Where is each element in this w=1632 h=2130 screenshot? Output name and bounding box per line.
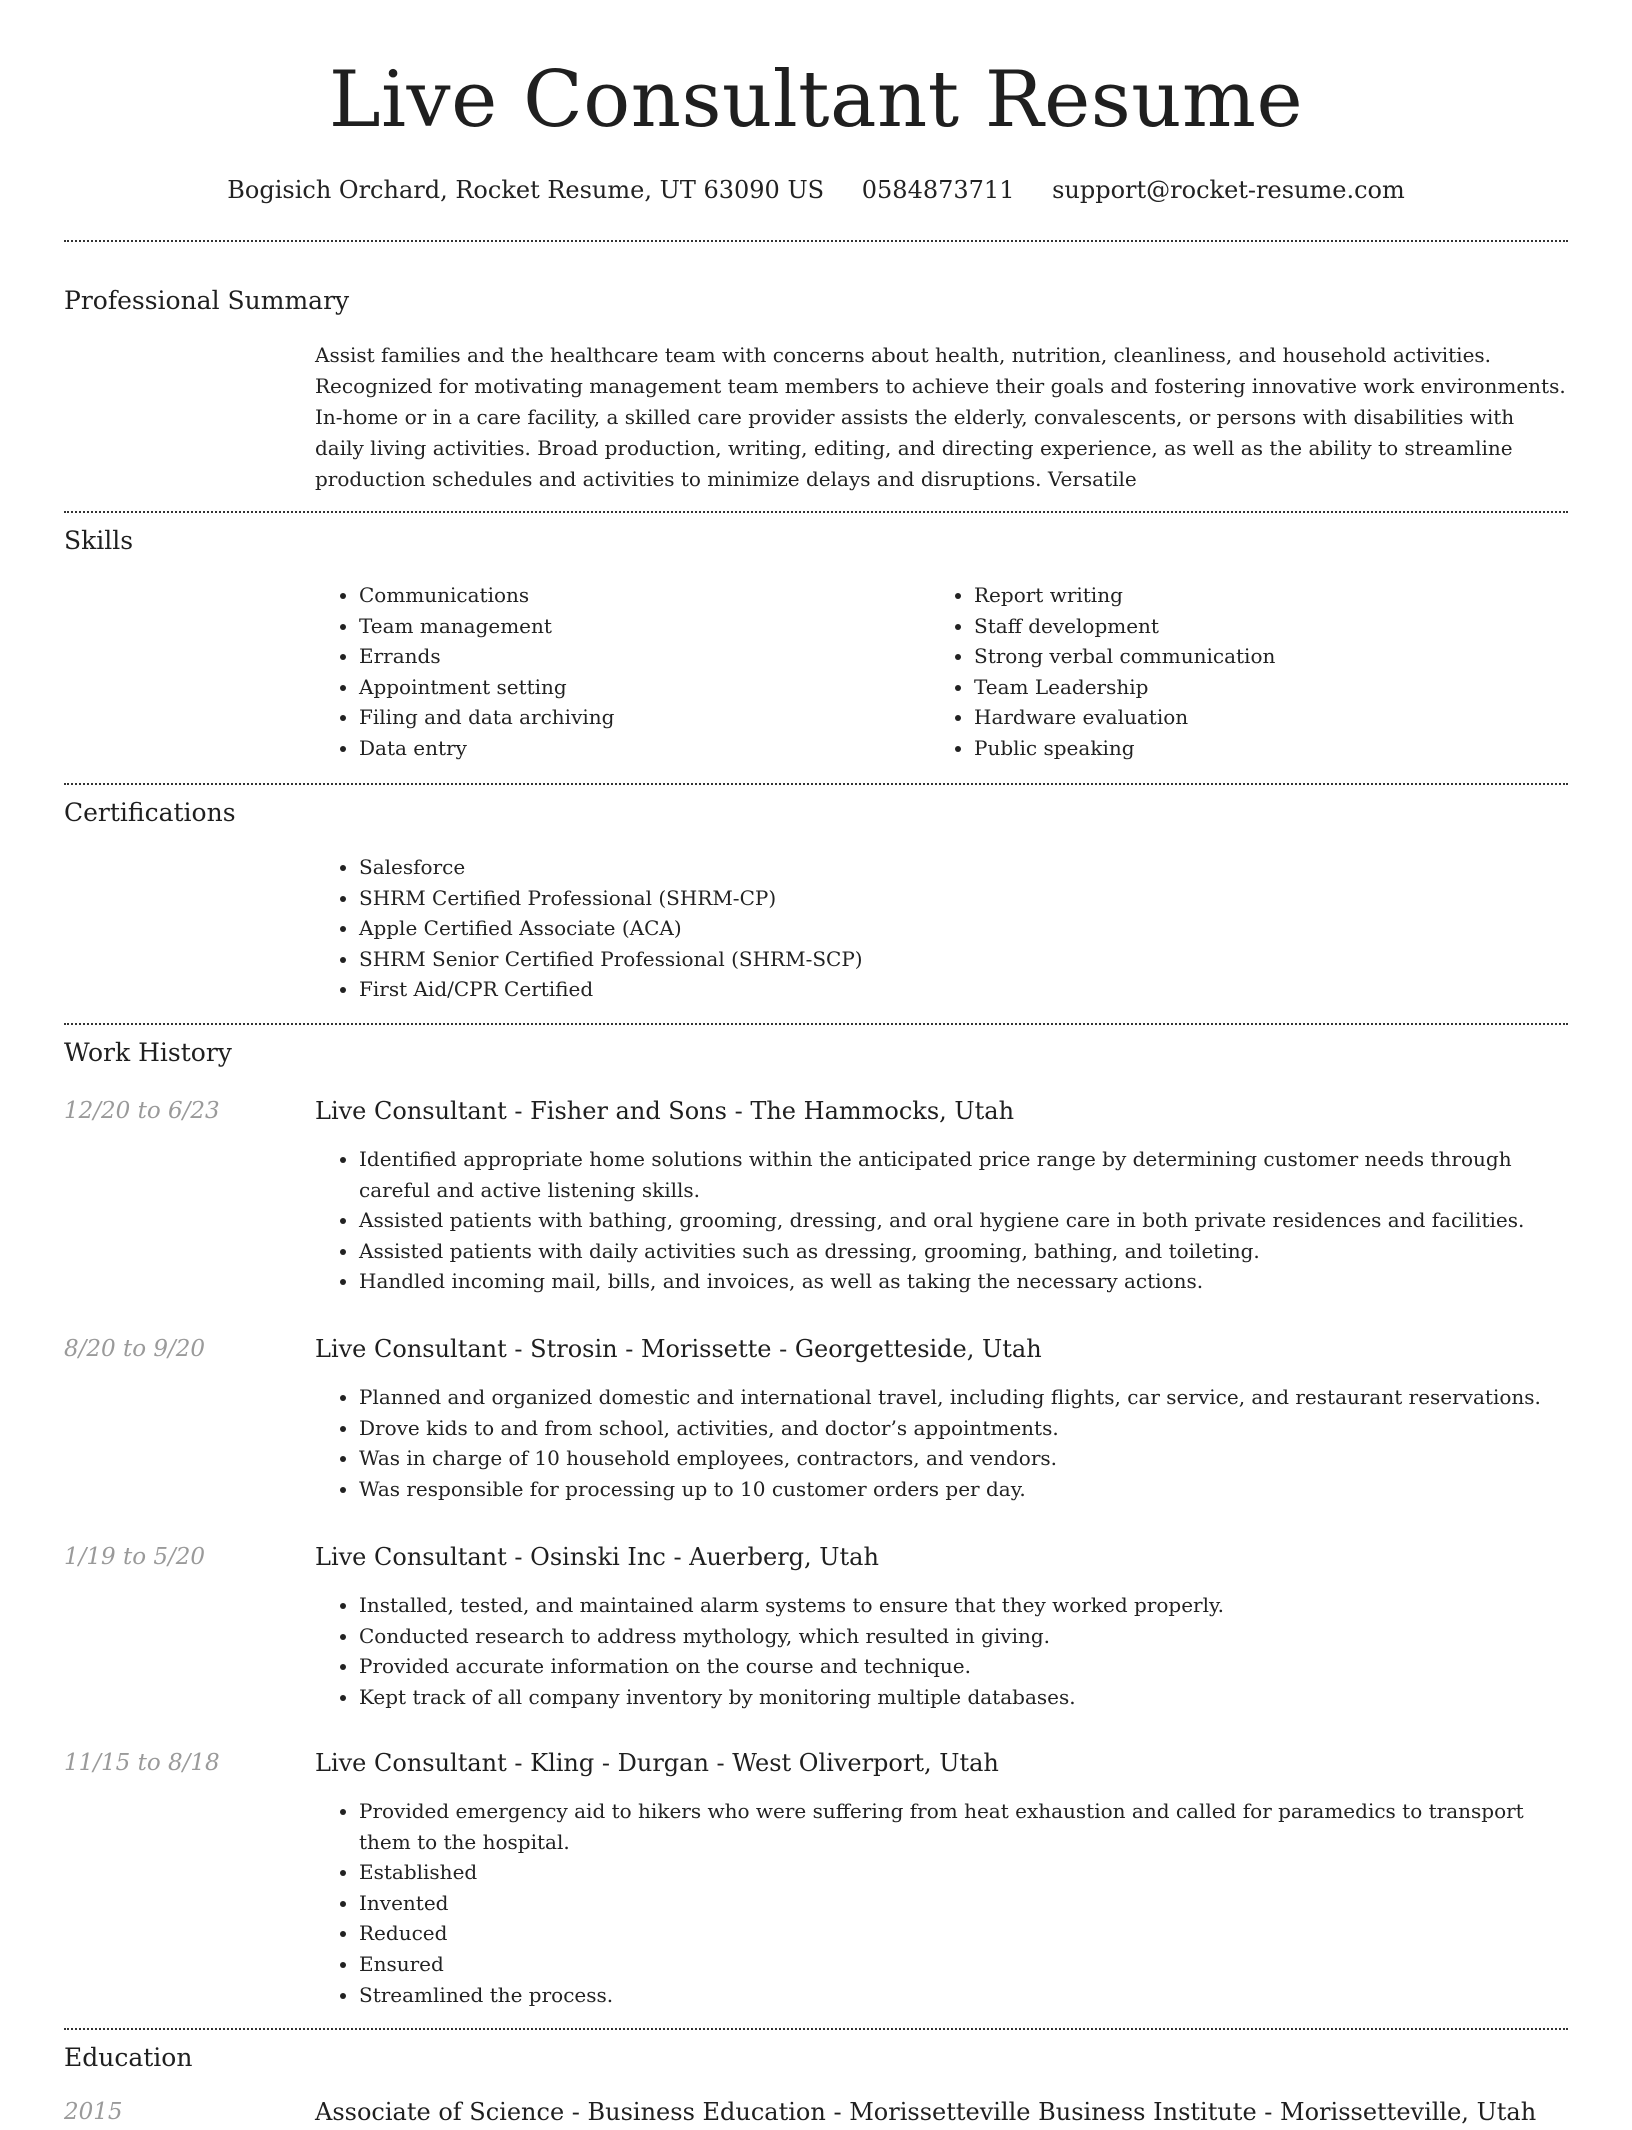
contact-address: Bogisich Orchard, Rocket Resume, UT 63090 US — [227, 176, 825, 204]
job-bullet: • Conducted research to address mythology, which resulted in giving. — [359, 1621, 1568, 1652]
section-divider — [64, 783, 1568, 785]
job-title: Live Consultant - Strosin - Morissette - Georgetteside, Utah — [315, 1335, 1042, 1363]
job-bullet: • Assisted patients with daily activities such as dressing, grooming, bathing, and toileting. — [359, 1236, 1568, 1267]
summary-section — [315, 340, 1568, 495]
skills-right-column — [930, 580, 1530, 764]
education-dates: 2015 — [64, 2099, 123, 2125]
job-bullet: • Was responsible for processing up to 10 customer orders per day. — [359, 1474, 1568, 1505]
resume-title: Live Consultant Resume — [328, 55, 1304, 145]
job-bullet: • Ensured — [359, 1949, 1568, 1980]
job-bullet: • Assisted patients with bathing, grooming, dressing, and oral hygiene care in both private residences and facilities. — [359, 1205, 1568, 1236]
skill-item: • Errands — [359, 641, 915, 672]
skill-item: • Communications — [359, 580, 915, 611]
section-divider — [64, 2028, 1568, 2030]
skill-item: • Public speaking — [974, 733, 1530, 764]
section-divider — [64, 240, 1568, 242]
certification-item: • SHRM Certified Professional (SHRM-CP) — [359, 883, 1568, 914]
job-bullet: • Reduced — [359, 1918, 1568, 1949]
job-bullet: • Established — [359, 1857, 1568, 1888]
skill-item: • Team management — [359, 611, 915, 642]
education-heading: Education — [64, 2043, 193, 2072]
job-bullet: • Drove kids to and from school, activities, and doctor’s appointments. — [359, 1413, 1568, 1444]
job-dates: 12/20 to 6/23 — [64, 1098, 220, 1124]
skills-section — [315, 580, 1568, 770]
job-title: Live Consultant - Osinski Inc - Auerberg, Utah — [315, 1543, 879, 1571]
job-bullet: • Installed, tested, and maintained alarm systems to ensure that they worked properly. — [359, 1590, 1568, 1621]
skill-item: • Hardware evaluation — [974, 702, 1530, 733]
education-title: Associate of Science - Business Education - Morissetteville Business Institute - Morissetteville, Utah — [315, 2098, 1537, 2126]
certification-item: • Apple Certified Associate (ACA) — [359, 913, 1568, 944]
certification-item: • SHRM Senior Certified Professional (SHRM-SCP) — [359, 944, 1568, 975]
job-bullets — [315, 1382, 1568, 1504]
skills-heading: Skills — [64, 526, 134, 555]
section-divider — [64, 511, 1568, 513]
job-title: Live Consultant - Fisher and Sons - The Hammocks, Utah — [315, 1097, 1015, 1125]
skill-item: • Team Leadership — [974, 672, 1530, 703]
certifications-section — [315, 852, 1568, 1005]
job-bullet: • Streamlined the process. — [359, 1980, 1568, 2011]
job-bullet: • Planned and organized domestic and international travel, including flights, car service, and restaurant reservations. — [359, 1382, 1568, 1413]
summary-heading: Professional Summary — [64, 286, 350, 315]
skill-item: • Staff development — [974, 611, 1530, 642]
skill-item: • Appointment setting — [359, 672, 915, 703]
work-history-heading: Work History — [64, 1038, 232, 1067]
section-divider — [64, 1023, 1568, 1025]
skills-left-column — [315, 580, 915, 764]
skill-item: • Report writing — [974, 580, 1530, 611]
job-bullet: • Kept track of all company inventory by monitoring multiple databases. — [359, 1682, 1568, 1713]
job-bullet: • Was in charge of 10 household employees, contractors, and vendors. — [359, 1443, 1568, 1474]
skill-item: • Strong verbal communication — [974, 641, 1530, 672]
job-bullet: • Identified appropriate home solutions within the anticipated price range by determining customer needs through careful and active listening skills. — [359, 1144, 1568, 1205]
job-title: Live Consultant - Kling - Durgan - West Oliverport, Utah — [315, 1749, 999, 1777]
certification-item: • First Aid/CPR Certified — [359, 974, 1568, 1005]
skill-item: • Data entry — [359, 733, 915, 764]
certification-item: • Salesforce — [359, 852, 1568, 883]
job-bullets — [315, 1144, 1568, 1297]
contact-phone: 0584873711 — [861, 176, 1015, 204]
job-bullets — [315, 1796, 1568, 2010]
job-dates: 1/19 to 5/20 — [64, 1544, 206, 1570]
job-bullet: • Provided accurate information on the course and technique. — [359, 1651, 1568, 1682]
job-dates: 11/15 to 8/18 — [64, 1750, 220, 1776]
summary-text: Assist families and the healthcare team with concerns about health, nutrition, cleanliness, and household activities. Recognized for motivating management team members to achieve their goals and fostering innovative work environments. In-home or in a care facility, a skilled care provider assists the elderly, convalescents, or persons with disabilities with daily living activities. Broad production, writing, editing, and directing experience, as well as the ability to streamline production schedules and activities to minimize delays and disruptions. Versatile — [315, 343, 1566, 491]
job-dates: 8/20 to 9/20 — [64, 1336, 206, 1362]
job-bullet: • Provided emergency aid to hikers who were suffering from heat exhaustion and called for paramedics to transport them to the hospital. — [359, 1796, 1568, 1857]
skill-item: • Filing and data archiving — [359, 702, 915, 733]
contact-email: support@rocket-resume.com — [1052, 176, 1405, 204]
contact-line — [64, 170, 1568, 210]
job-bullets — [315, 1590, 1568, 1712]
job-bullet: • Handled incoming mail, bills, and invoices, as well as taking the necessary actions. — [359, 1266, 1568, 1297]
certifications-heading: Certifications — [64, 798, 236, 827]
job-bullet: • Invented — [359, 1888, 1568, 1919]
